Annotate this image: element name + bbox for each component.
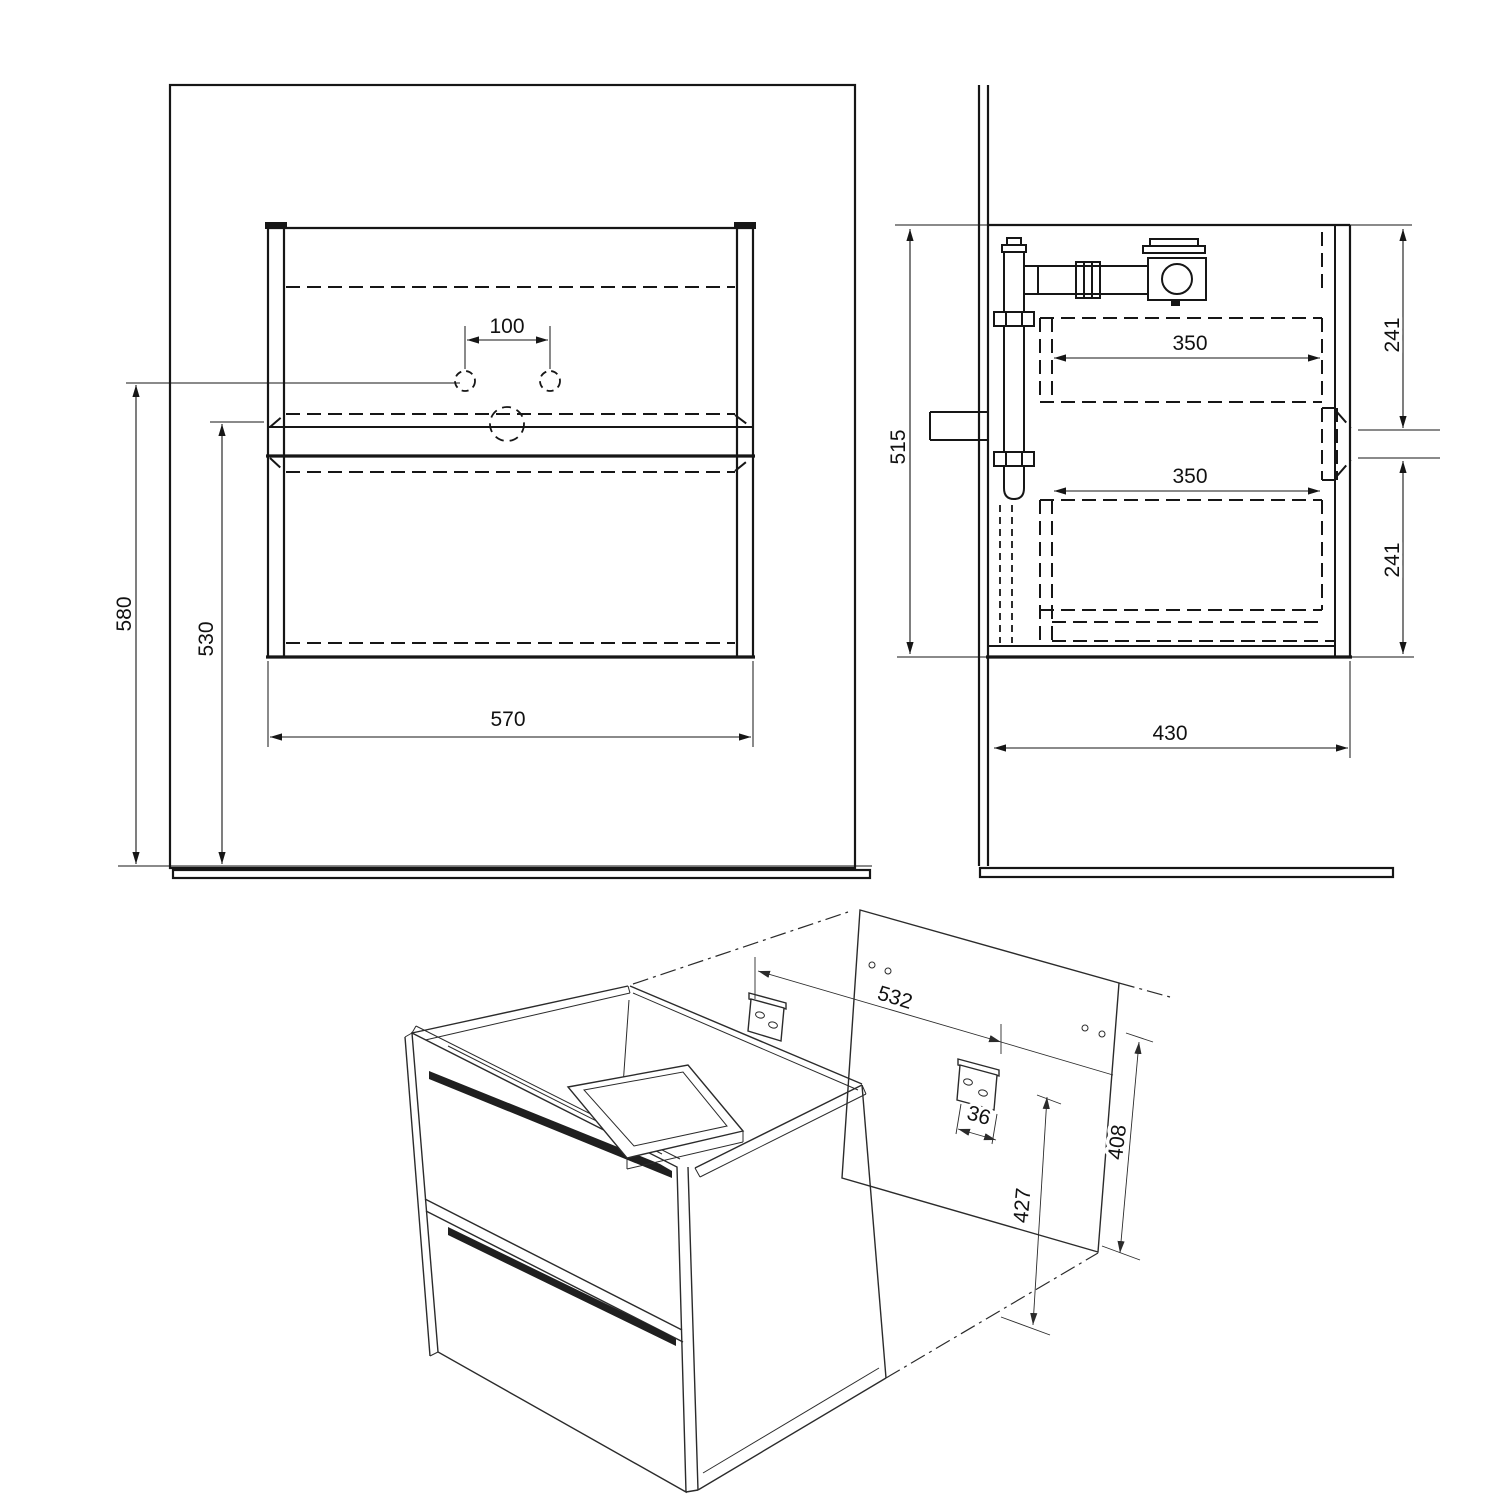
dim-faucet-spacing: 100: [489, 315, 525, 338]
dim-cabinet-width: 570: [490, 708, 526, 731]
upper-drawer-dashed: [1040, 318, 1322, 402]
dim-bracket-width: 36: [964, 1101, 994, 1131]
faucet-hole-right: [540, 371, 560, 391]
dim-bracket-spacing: 532: [874, 981, 916, 1014]
dim-upper-drawer-depth: 350: [1172, 332, 1208, 355]
dim-wall-height: 580: [113, 596, 136, 632]
drain-outlet: [1143, 239, 1206, 306]
drain-hole: [490, 407, 524, 441]
cabinet-isometric: [405, 986, 886, 1492]
dim-lower-drawer-depth: 350: [1172, 465, 1208, 488]
lower-drawer-dashed: [1040, 500, 1335, 641]
cabinet-front: [265, 222, 756, 657]
side-rail-bracket-dashed: [1322, 408, 1351, 480]
pipe-fitting: [1076, 262, 1100, 298]
isometric-view: [405, 910, 1170, 1492]
dim-cabinet-height: 515: [887, 429, 910, 465]
dim-bracket-front-offset: 427: [1009, 1186, 1036, 1224]
dim-upper-drawer-height: 241: [1381, 317, 1404, 353]
cabinet-side: [895, 225, 1414, 657]
dim-mount-height: 530: [195, 621, 218, 657]
compression-nut-upper: [994, 312, 1034, 326]
mounting-bracket-upper: [748, 993, 786, 1041]
siphon-assembly: [994, 238, 1206, 499]
dim-cabinet-depth: 430: [1152, 722, 1188, 745]
faucet-hole-left: [455, 371, 475, 391]
compression-nut-lower: [994, 452, 1034, 466]
front-dimensions: [113, 315, 753, 864]
bottom-back-edge: [698, 1378, 886, 1490]
dim-bracket-back-offset: 408: [1103, 1123, 1132, 1162]
floor-side: [980, 868, 1393, 877]
mount-axis-bottom: [886, 1253, 1098, 1378]
dim-lower-drawer-height: 241: [1381, 542, 1404, 578]
front-view: [113, 85, 872, 878]
side-dimensions: [887, 229, 1440, 758]
side-view: [887, 85, 1440, 877]
mount-axis-top: [633, 912, 848, 984]
